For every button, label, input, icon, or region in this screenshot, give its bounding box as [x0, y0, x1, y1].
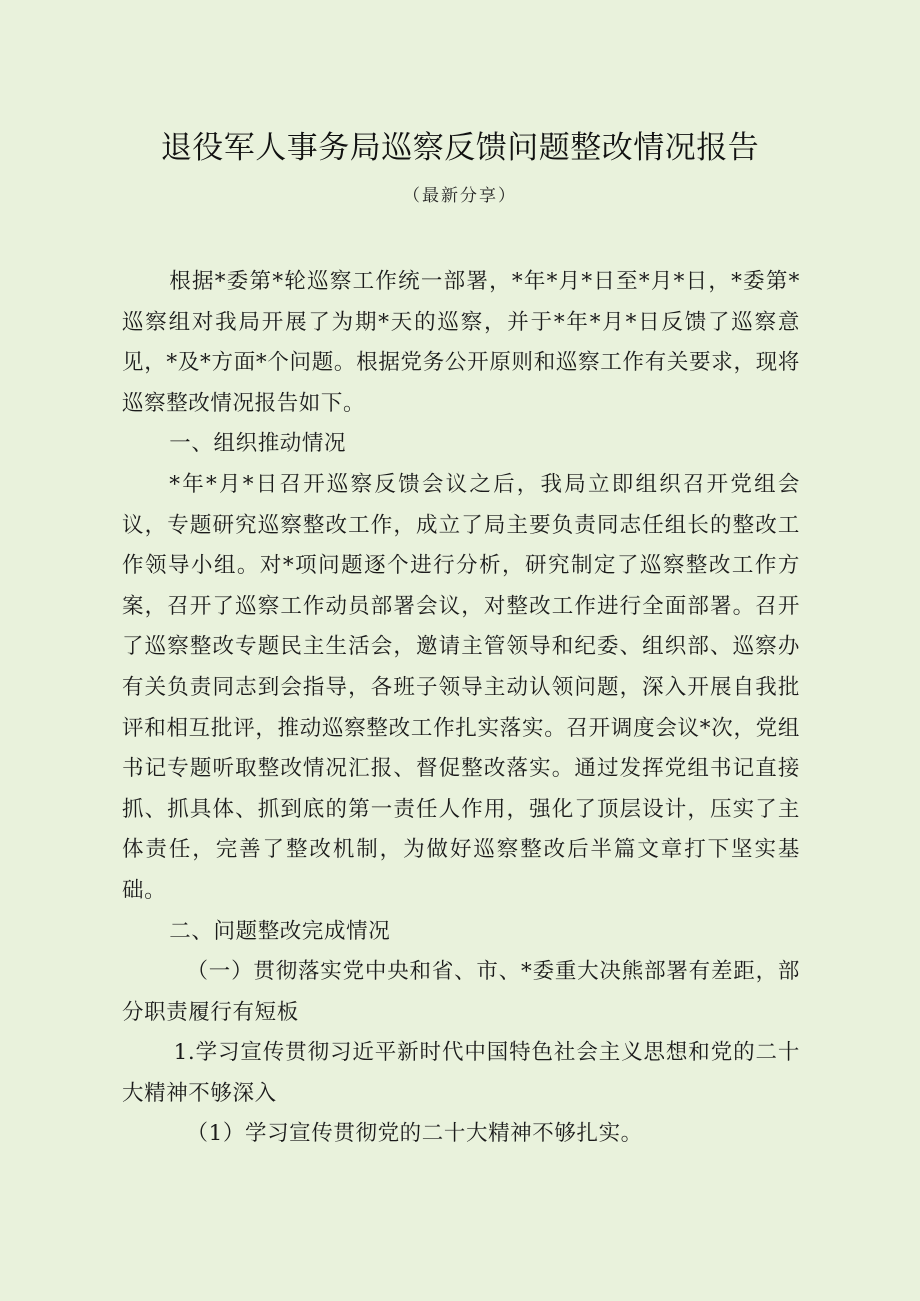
paragraph-section-1: *年*月*日召开巡察反馈会议之后，我局立即组织召开党组会议，专题研究巡察整改工作，成立了局主要负责同志任组长的整改工作领导小组。对*项问题逐个进行分析，研究制定了巡察整改工作方案，召开了巡察工作动员部署会议，对整改工作进行全面部署。召开了巡察整改专题民主生活会，邀请主管领导和纪委、组织部、巡察办有关负责同志到会指导，各班子领导主动认领问题，深入开展自我批评和相互批评，推动巡察整改工作扎实落实。召开调度会议*次，党组书记专题听取整改情况汇报、督促整改落实。通过发挥党组书记直接抓、抓具体、抓到底的第一责任人作用，强化了顶层设计，压实了主体责任，完善了整改机制，为做好巡察整改后半篇文章打下坚实基础。	[122, 471, 800, 903]
paragraph-intro: 根据*委第*轮巡察工作统一部署，*年*月*日至*月*日，*委第*巡察组对我局开展了为期*天的巡察，并于*年*月*日反馈了巡察意见，*及*方面*个问题。根据党务公开原则和巡察工作有关要求，现将巡察整改情况报告如下。	[122, 269, 800, 416]
heading-subsection-1: （一）贯彻落实党中央和省、市、*委重大决熊部署有差距，部分职责履行有短板	[122, 959, 800, 1025]
document-title: 退役军人事务局巡察反馈问题整改情况报告	[160, 130, 760, 166]
document-subtitle: （最新分享）	[403, 186, 517, 206]
heading-item-1: 1.学习宣传贯彻习近平新时代中国特色社会主义思想和党的二十大精神不够深入	[122, 1040, 800, 1106]
document-body	[122, 262, 800, 1155]
heading-subitem-1: （1）学习宣传贯彻党的二十大精神不够扎实。	[186, 1121, 643, 1147]
heading-section-2: 二、问题整改完成情况	[169, 918, 391, 944]
heading-section-1: 一、组织推动情况	[169, 431, 347, 457]
